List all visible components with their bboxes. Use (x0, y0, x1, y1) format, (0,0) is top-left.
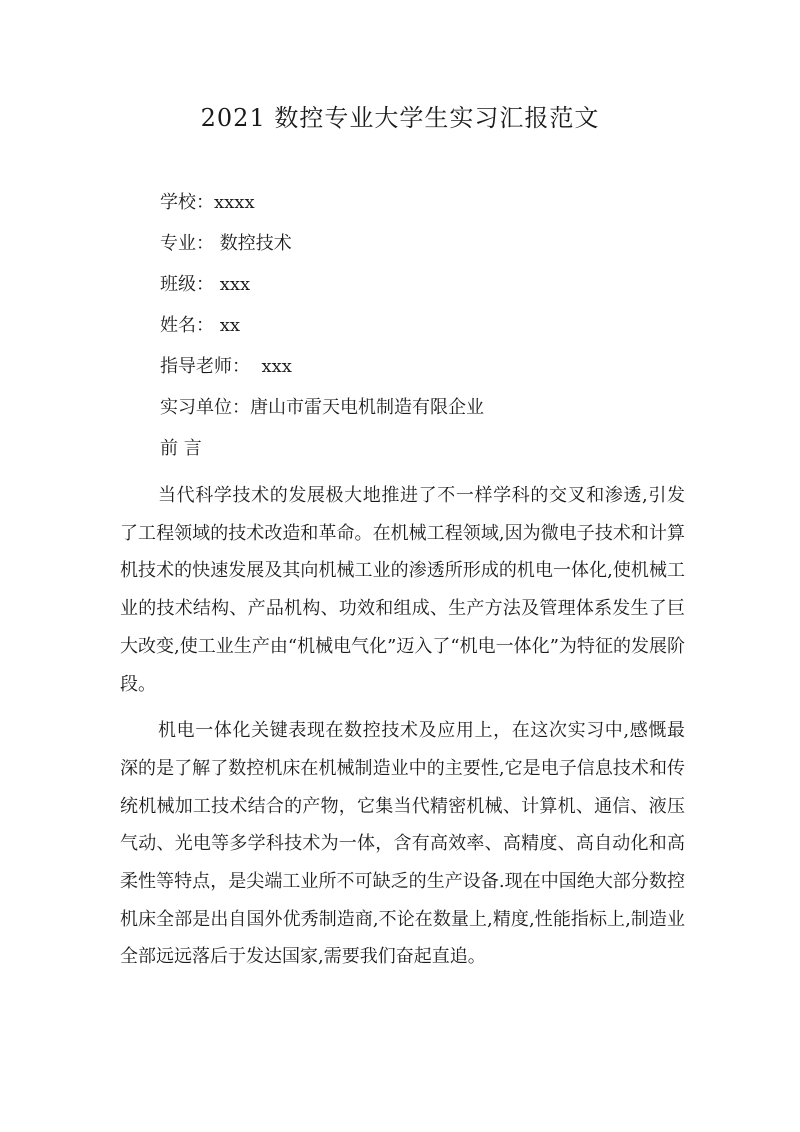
info-company (160, 390, 484, 431)
paragraph: 当代科学技术的发展极大地推进了不一样学科的交叉和渗透,引发了工程领域的技术改造和革命。在机械工程领域,因为微电子技术和计算机技术的快速发展及其向机械工业的渗透所形成的机电一体化,使机械工业的技术结构、产品机构、功效和组成、生产方法及管理体系发生了巨大改变,使工业生产由“机械电气化”迈入了“机电一体化”为特征的发展阶段。 (120, 485, 685, 695)
info-value: xxxx (214, 192, 255, 213)
info-label: 班级： (160, 274, 214, 295)
info-label: 学校： (160, 192, 214, 213)
info-label: 姓名： (160, 315, 214, 336)
info-value: 唐山市雷天电机制造有限企业 (250, 397, 484, 418)
info-name (160, 308, 484, 349)
info-class (160, 267, 484, 308)
info-value: 数控技术 (214, 233, 292, 254)
info-value: xx (214, 315, 241, 336)
info-value: xxx (250, 356, 292, 377)
info-value: xxx (214, 274, 251, 295)
paragraph: 机电一体化关键表现在数控技术及应用上，在这次实习中,感慨最深的是了解了数控机床在机械制造业中的主要性,它是电子信息技术和传统机械加工技术结合的产物，它集当代精密机械、计算机、通信、液压气动、光电等多学科技术为一体，含有高效率、高精度、高自动化和高柔性等特点，是尖端工业所不可缺乏的生产设备.现在中国绝大部分数控机床全部是出自国外优秀制造商,不论在数量上,精度,性能指标上,制造业全部远远落后于发达国家,需要我们奋起直追。 (120, 720, 685, 968)
info-advisor (160, 349, 484, 390)
info-label: 指导老师： (160, 356, 250, 377)
info-block (160, 185, 484, 472)
info-label: 专业： (160, 233, 214, 254)
document-title: 2021 数控专业大学生实习汇报范文 (200, 104, 600, 132)
info-major (160, 226, 484, 267)
document-body (120, 477, 685, 976)
preface-heading: 前 言 (160, 438, 202, 459)
info-school (160, 185, 484, 226)
info-label: 实习单位： (160, 397, 250, 418)
